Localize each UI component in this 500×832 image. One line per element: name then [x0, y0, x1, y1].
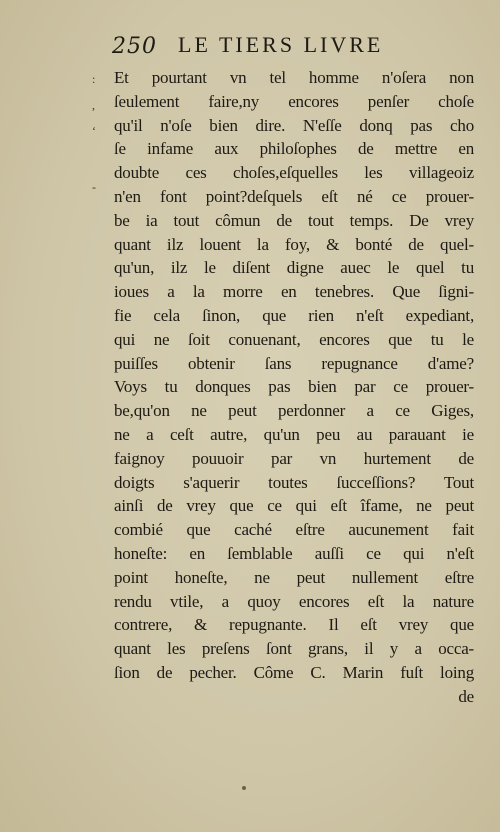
text-line: n'en font point?deſquels eſt né ce prouer-	[114, 186, 474, 206]
text-line: rendu vtile, a quoy encores eſt la nature	[114, 591, 474, 611]
catchword: de	[458, 686, 474, 706]
text-line: Et pourtant vn tel homme n'oſera non	[114, 68, 474, 87]
text-line: qu'il n'oſe bien dire. N'eſſe donq pas cho	[114, 115, 474, 135]
margin-mark: -	[92, 180, 96, 194]
text-line: doubte ces choſes,eſquelles les villageoiz	[114, 163, 474, 183]
text-line: be,qu'on ne peut perdonner a ce Giges,	[114, 401, 474, 421]
margin-mark: :	[92, 72, 96, 86]
text-line: point honeſte, ne peut nullement eſtre	[114, 567, 474, 587]
text-line: fie cela ſinon, que rien n'eſt expediant,	[114, 305, 474, 325]
text-line: quant ilz louent la foy, & bonté de quel-	[114, 234, 474, 254]
text-line: ſion de pecher. Côme C. Marin fuſt loing	[114, 662, 474, 682]
text-line: doigts s'aquerir toutes ſucceſſions? Tout	[114, 472, 474, 492]
text-line: quant les preſens ſont grans, il y a occa-	[114, 639, 474, 659]
margin-mark: ,	[92, 98, 95, 112]
text-line: honeſte: en ſemblable auſſi ce qui n'eſt	[114, 543, 474, 563]
body-text	[114, 66, 474, 709]
text-line: combié que caché eſtre aucunement fait	[114, 520, 474, 540]
text-line: ſeulement faire,ny encores penſer choſe	[114, 91, 474, 111]
page-header	[0, 30, 500, 60]
text-line: faignoy pouuoir par vn hurtement de	[114, 448, 474, 468]
text-line: puiſſes obtenir ſans repugnance d'ame?	[114, 353, 474, 373]
text-line: be ia tout cômun de tout temps. De vrey	[114, 210, 474, 230]
text-line: ioues a la morre en tenebres. Que ſigni-	[114, 282, 474, 302]
text-line: ſe infame aux philoſophes de mettre en	[114, 139, 474, 159]
running-head: LE TIERS LIVRE	[178, 32, 384, 57]
margin-mark: ‘	[92, 124, 96, 138]
text-line: ne a ceſt autre, qu'un peu au parauant ie	[114, 424, 474, 444]
text-line: qui ne ſoit conuenant, encores que tu le	[114, 329, 474, 349]
page-number: 250	[112, 34, 157, 59]
paper-speck	[242, 786, 246, 790]
text-line: qu'un, ilz le diſent digne auec le quel tu	[114, 258, 474, 278]
text-line: contrere, & repugnante. Il eſt vrey que	[114, 615, 474, 635]
text-line: Voys tu donques pas bien par ce prouer-	[114, 377, 474, 397]
text-line: ainſi de vrey que ce qui eſt îfame, ne peut	[114, 496, 474, 516]
